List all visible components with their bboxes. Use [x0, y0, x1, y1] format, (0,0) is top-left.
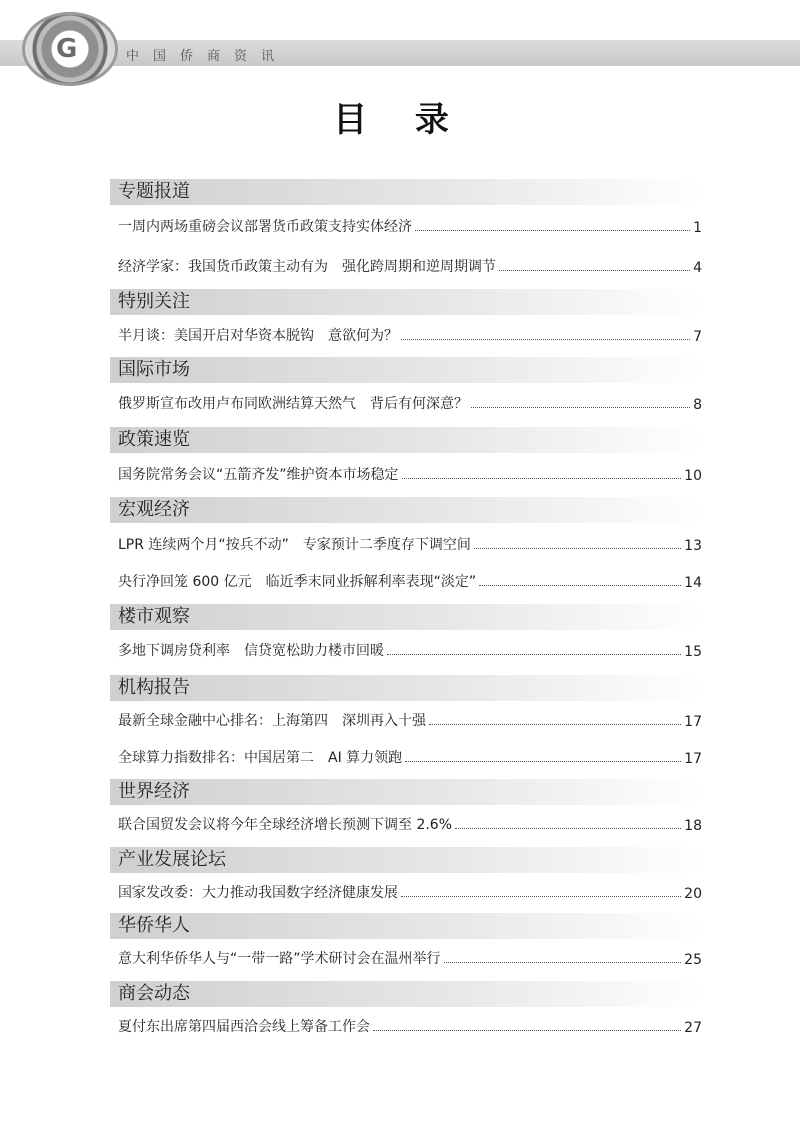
logo-mark-icon: G [56, 34, 78, 64]
toc-entry-page: 17 [684, 714, 702, 730]
toc-entry[interactable] [118, 532, 702, 554]
toc-entry-title: 意大利华侨华人与“一带一路”学术研讨会在温州举行 [118, 951, 441, 967]
toc-entry[interactable] [118, 569, 702, 591]
toc-entry[interactable] [118, 638, 702, 660]
leader-dots [402, 478, 682, 479]
page-title: 目 录 [333, 100, 467, 140]
leader-dots [499, 270, 690, 271]
toc-entry-title: 一周内两场重磅会议部署货币政策支持实体经济 [118, 219, 412, 235]
toc-entry-page: 7 [693, 329, 702, 345]
toc-entry-page: 15 [684, 644, 702, 660]
leader-dots [373, 1030, 681, 1031]
section-heading: 专题报道 [110, 179, 702, 205]
leader-dots [471, 407, 690, 408]
toc-entry-page: 14 [684, 575, 702, 591]
toc-entry-title: 夏付东出席第四届西洽会线上筹备工作会 [118, 1019, 370, 1035]
toc-entry[interactable] [118, 946, 702, 968]
toc-entry-page: 17 [684, 751, 702, 767]
leader-dots [387, 654, 681, 655]
toc-entry[interactable] [118, 1014, 702, 1036]
section-heading: 特别关注 [110, 289, 702, 315]
toc-entry-page: 18 [684, 818, 702, 834]
leader-dots [401, 896, 681, 897]
section-heading: 国际市场 [110, 357, 702, 383]
toc-entry[interactable] [118, 214, 702, 236]
toc-entry-title: 半月谈：美国开启对华资本脱钩 意欲何为？ [118, 328, 398, 344]
toc-entry-page: 1 [693, 220, 702, 236]
toc-entry-title: 全球算力指数排名：中国居第二 AI 算力领跑 [118, 750, 403, 766]
leader-dots [401, 339, 690, 340]
leader-dots [455, 828, 681, 829]
toc-entry-page: 10 [684, 468, 702, 484]
section-heading: 宏观经济 [110, 497, 702, 523]
toc-entry-title: 最新全球金融中心排名：上海第四 深圳再入十强 [118, 713, 426, 729]
toc-entry-page: 20 [684, 886, 702, 902]
leader-dots [474, 548, 681, 549]
leader-dots [405, 761, 681, 762]
toc-entry[interactable] [118, 462, 702, 484]
toc-entry-title: 俄罗斯宣布改用卢布同欧洲结算天然气 背后有何深意？ [118, 396, 468, 412]
section-heading: 产业发展论坛 [110, 847, 702, 873]
toc-entry-page: 4 [693, 260, 702, 276]
toc-entry[interactable] [118, 391, 702, 413]
toc-entry[interactable] [118, 708, 702, 730]
leader-dots [429, 724, 681, 725]
toc-entry-title: 多地下调房贷利率 信贷宽松助力楼市回暖 [118, 643, 384, 659]
section-heading: 政策速览 [110, 427, 702, 453]
toc-entry-title: LPR 连续两个月“按兵不动” 专家预计二季度存下调空间 [118, 537, 471, 553]
section-heading: 世界经济 [110, 779, 702, 805]
section-heading: 商会动态 [110, 981, 702, 1007]
toc-entry-page: 25 [684, 952, 702, 968]
section-heading: 华侨华人 [110, 913, 702, 939]
toc-entry[interactable] [118, 323, 702, 345]
section-heading: 机构报告 [110, 675, 702, 701]
toc-entry-title: 国家发改委：大力推动我国数字经济健康发展 [118, 885, 398, 901]
toc-entry-title: 央行净回笼 600 亿元 临近季末同业拆解利率表现“淡定” [118, 574, 477, 590]
leader-dots [415, 230, 690, 231]
toc-entry-title: 联合国贸发会议将今年全球经济增长预测下调至 2.6% [118, 817, 453, 833]
toc-entry-page: 8 [693, 397, 702, 413]
toc-entry[interactable] [118, 254, 702, 276]
toc-entry-page: 13 [684, 538, 702, 554]
toc-entry[interactable] [118, 812, 702, 834]
toc-entry-page: 27 [684, 1020, 702, 1036]
toc-entry-title: 国务院常务会议“五箭齐发”维护资本市场稳定 [118, 467, 399, 483]
leader-dots [479, 585, 681, 586]
toc-entry[interactable] [118, 745, 702, 767]
toc-entry-title: 经济学家：我国货币政策主动有为 强化跨周期和逆周期调节 [118, 259, 496, 275]
leader-dots [444, 962, 682, 963]
toc-entry[interactable] [118, 880, 702, 902]
section-heading: 楼市观察 [110, 604, 702, 630]
header-title: 中国侨商资讯 [126, 49, 289, 64]
